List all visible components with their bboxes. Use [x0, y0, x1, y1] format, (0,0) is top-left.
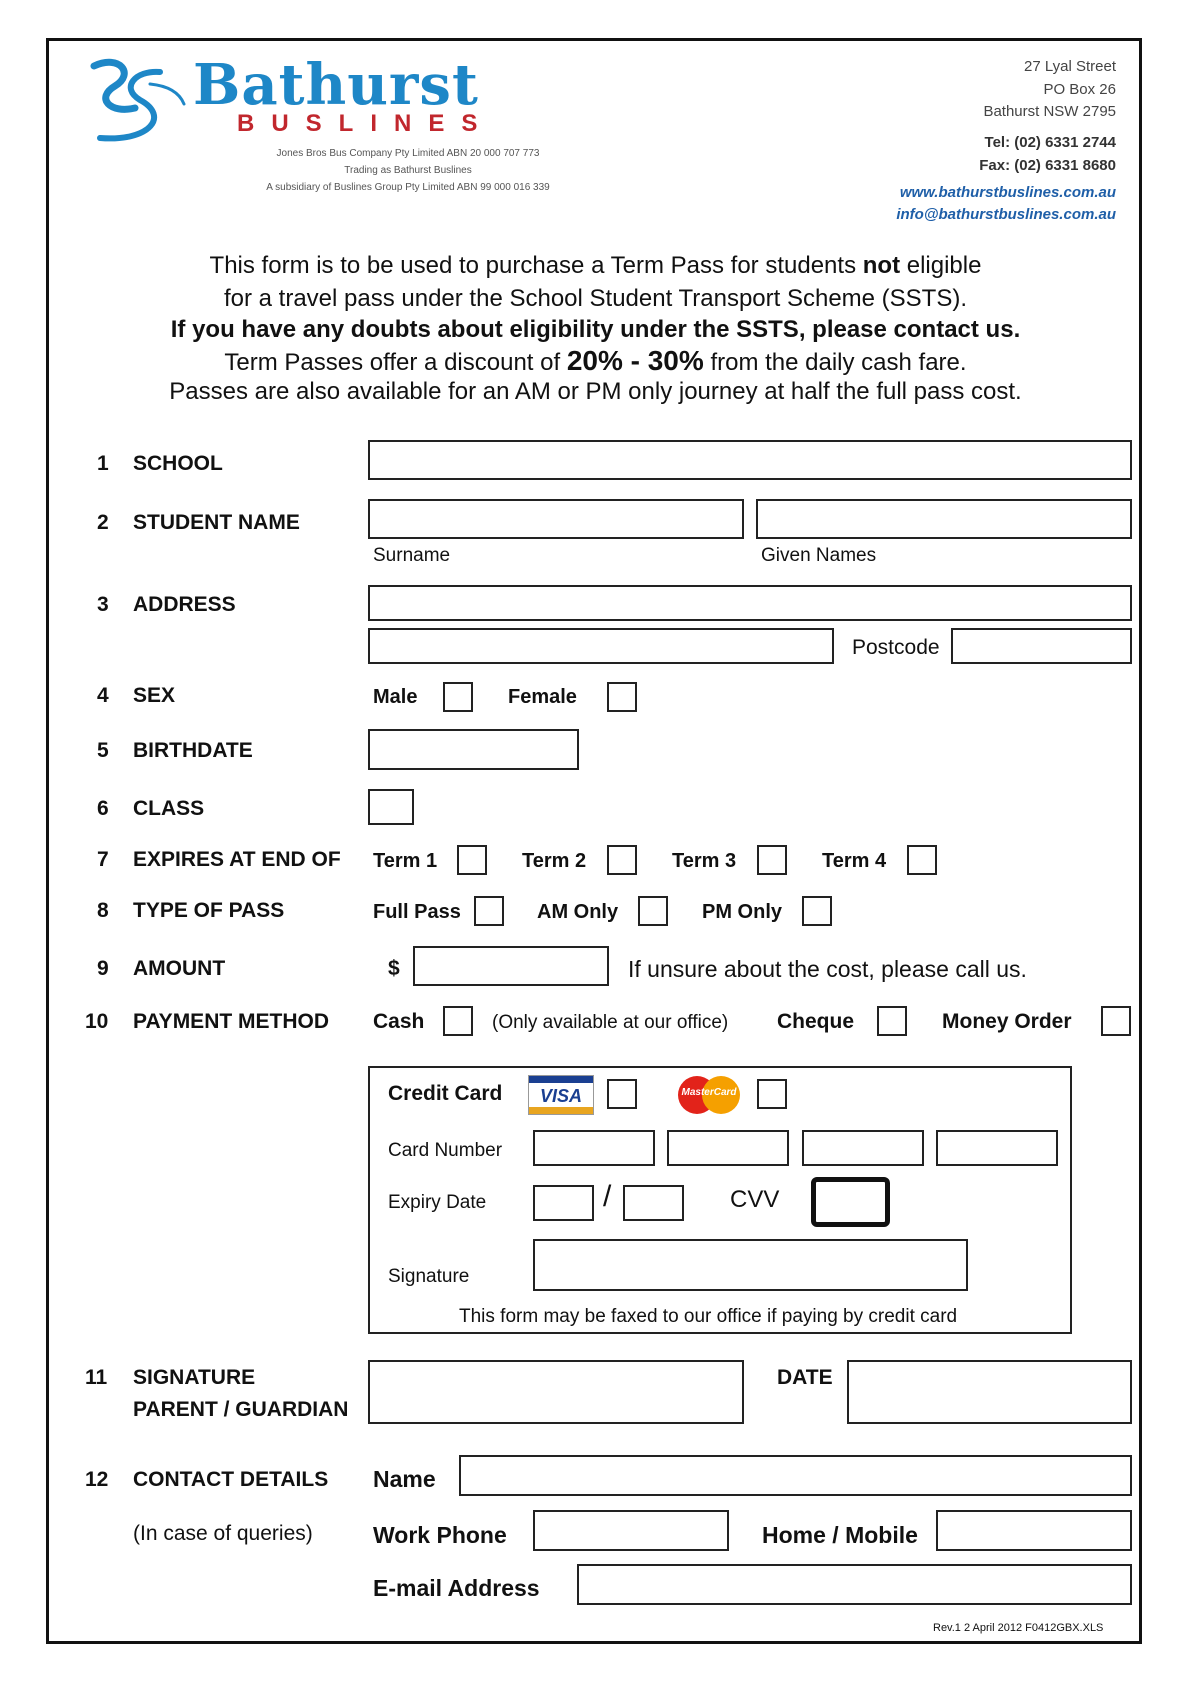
contact-tel: Tel: (02) 6331 2744 [984, 134, 1116, 151]
revision-footer: Rev.1 2 April 2012 F0412GBX.XLS [933, 1622, 1104, 1634]
expiry-separator: / [603, 1180, 612, 1213]
expiry-year-input[interactable] [623, 1185, 684, 1221]
mastercard-logo-icon: MasterCard [676, 1075, 742, 1115]
legal-line: A subsidiary of Buslines Group Pty Limited ABN 99 000 016 339 [266, 182, 550, 193]
cvv-input[interactable] [811, 1177, 890, 1227]
surname-caption: Surname [373, 545, 451, 566]
term-2-checkbox[interactable] [607, 845, 637, 875]
field-number: 7 [97, 848, 109, 871]
term-3-checkbox[interactable] [757, 845, 787, 875]
postcode-input[interactable] [951, 628, 1132, 664]
signature-cc-label: Signature [388, 1266, 470, 1287]
email-address-input[interactable] [577, 1564, 1132, 1605]
money-order-checkbox[interactable] [1101, 1006, 1131, 1036]
cash-note: (Only available at our office) [492, 1012, 729, 1033]
term-1-label: Term 1 [373, 850, 438, 872]
logo-swoosh-icon [80, 56, 190, 146]
intro-line-2: for a travel pass under the School Student Transport Scheme (SSTS). [223, 285, 968, 312]
address-line-2-input[interactable] [368, 628, 834, 664]
term-4-label: Term 4 [822, 850, 887, 872]
field-number: 10 [85, 1010, 109, 1033]
female-label: Female [508, 686, 577, 708]
home-mobile-input[interactable] [936, 1510, 1132, 1551]
card-number-group-4[interactable] [936, 1130, 1058, 1166]
work-phone-input[interactable] [533, 1510, 729, 1551]
cheque-checkbox[interactable] [877, 1006, 907, 1036]
credit-card-signature-input[interactable] [533, 1239, 968, 1291]
full-pass-checkbox[interactable] [474, 896, 504, 926]
sex-label: SEX [133, 684, 176, 707]
legal-line: Trading as Bathurst Buslines [344, 165, 472, 176]
cvv-label: CVV [730, 1186, 780, 1213]
mastercard-checkbox[interactable] [757, 1079, 787, 1109]
field-number: 6 [97, 797, 109, 820]
parent-signature-input[interactable] [368, 1360, 744, 1424]
female-checkbox[interactable] [607, 682, 637, 712]
field-number: 5 [97, 739, 109, 762]
card-number-group-1[interactable] [533, 1130, 655, 1166]
card-number-label: Card Number [388, 1140, 503, 1161]
field-number: 11 [85, 1366, 108, 1389]
cheque-label: Cheque [777, 1010, 855, 1033]
address-line-1-input[interactable] [368, 585, 1132, 621]
field-number: 1 [97, 452, 109, 475]
visa-checkbox[interactable] [607, 1079, 637, 1109]
contact-email[interactable]: info@bathurstbuslines.com.au [896, 206, 1116, 223]
pm-only-label: PM Only [702, 901, 783, 923]
contact-city: Bathurst NSW 2795 [983, 103, 1116, 120]
payment-method-label: PAYMENT METHOD [133, 1010, 330, 1033]
visa-logo-icon: VISA [528, 1075, 594, 1115]
am-only-label: AM Only [537, 901, 619, 923]
class-input[interactable] [368, 789, 414, 825]
intro-line-1: This form is to be used to purchase a Term Pass for students not eligible [209, 252, 982, 279]
field-number: 8 [97, 899, 109, 922]
term-2-label: Term 2 [522, 850, 587, 872]
card-number-group-2[interactable] [667, 1130, 789, 1166]
money-order-label: Money Order [942, 1010, 1072, 1033]
email-address-label: E-mail Address [373, 1575, 540, 1601]
field-number: 2 [97, 511, 109, 534]
pass-type-label: TYPE OF PASS [133, 899, 285, 922]
legal-line: Jones Bros Bus Company Pty Limited ABN 20 000 707 773 [276, 148, 540, 159]
currency-symbol: $ [388, 957, 400, 980]
field-number: 3 [97, 593, 109, 616]
cash-checkbox[interactable] [443, 1006, 473, 1036]
student-name-label: STUDENT NAME [133, 511, 300, 534]
field-number: 9 [97, 957, 109, 980]
intro-line-3: If you have any doubts about eligibility under the SSTS, please contact us. [170, 316, 1021, 343]
contact-name-input[interactable] [459, 1455, 1132, 1496]
brand-name: Bathurst [193, 52, 479, 118]
intro-line-5: Passes are also available for an AM or PM only journey at half the full pass cost. [169, 378, 1022, 405]
amount-label: AMOUNT [133, 957, 226, 980]
work-phone-label: Work Phone [373, 1522, 507, 1548]
credit-card-title: Credit Card [388, 1082, 503, 1105]
given-names-caption: Given Names [761, 545, 877, 566]
contact-po-box: PO Box 26 [1043, 81, 1116, 98]
home-mobile-label: Home / Mobile [762, 1522, 918, 1548]
school-label: SCHOOL [133, 452, 223, 475]
signature-label: SIGNATURE [133, 1366, 256, 1389]
term-3-label: Term 3 [672, 850, 737, 872]
address-label: ADDRESS [133, 593, 236, 616]
full-pass-label: Full Pass [373, 901, 461, 923]
am-only-checkbox[interactable] [638, 896, 668, 926]
field-number: 4 [97, 684, 109, 707]
contact-name-label: Name [373, 1466, 436, 1492]
term-1-checkbox[interactable] [457, 845, 487, 875]
card-number-group-3[interactable] [802, 1130, 924, 1166]
amount-note: If unsure about the cost, please call us. [628, 956, 1027, 982]
contact-fax: Fax: (02) 6331 8680 [979, 157, 1116, 174]
contact-details-subtitle: (In case of queries) [133, 1522, 313, 1545]
expires-label: EXPIRES AT END OF [133, 848, 341, 871]
male-checkbox[interactable] [443, 682, 473, 712]
school-input[interactable] [368, 440, 1132, 480]
expiry-month-input[interactable] [533, 1185, 594, 1221]
term-4-checkbox[interactable] [907, 845, 937, 875]
birthdate-input[interactable] [368, 729, 579, 770]
field-number: 12 [85, 1468, 109, 1491]
male-label: Male [373, 686, 418, 708]
cash-label: Cash [373, 1010, 425, 1033]
brand-subtitle: BUSLINES [237, 110, 495, 137]
pm-only-checkbox[interactable] [802, 896, 832, 926]
intro-line-4: Term Passes offer a discount of 20% - 30% from the daily cash fare. [224, 345, 967, 376]
parent-guardian-label: PARENT / GUARDIAN [133, 1398, 349, 1421]
date-input[interactable] [847, 1360, 1132, 1424]
class-label: CLASS [133, 797, 205, 820]
contact-details-label: CONTACT DETAILS [133, 1468, 329, 1491]
given-names-input[interactable] [756, 499, 1132, 539]
date-label: DATE [777, 1366, 833, 1389]
surname-input[interactable] [368, 499, 744, 539]
contact-website[interactable]: www.bathurstbuslines.com.au [899, 184, 1116, 201]
amount-input[interactable] [413, 946, 609, 986]
expiry-date-label: Expiry Date [388, 1192, 487, 1213]
fax-note: This form may be faxed to our office if paying by credit card [459, 1306, 958, 1327]
birthdate-label: BIRTHDATE [133, 739, 253, 762]
contact-street: 27 Lyal Street [1024, 58, 1116, 75]
postcode-label: Postcode [852, 636, 940, 659]
